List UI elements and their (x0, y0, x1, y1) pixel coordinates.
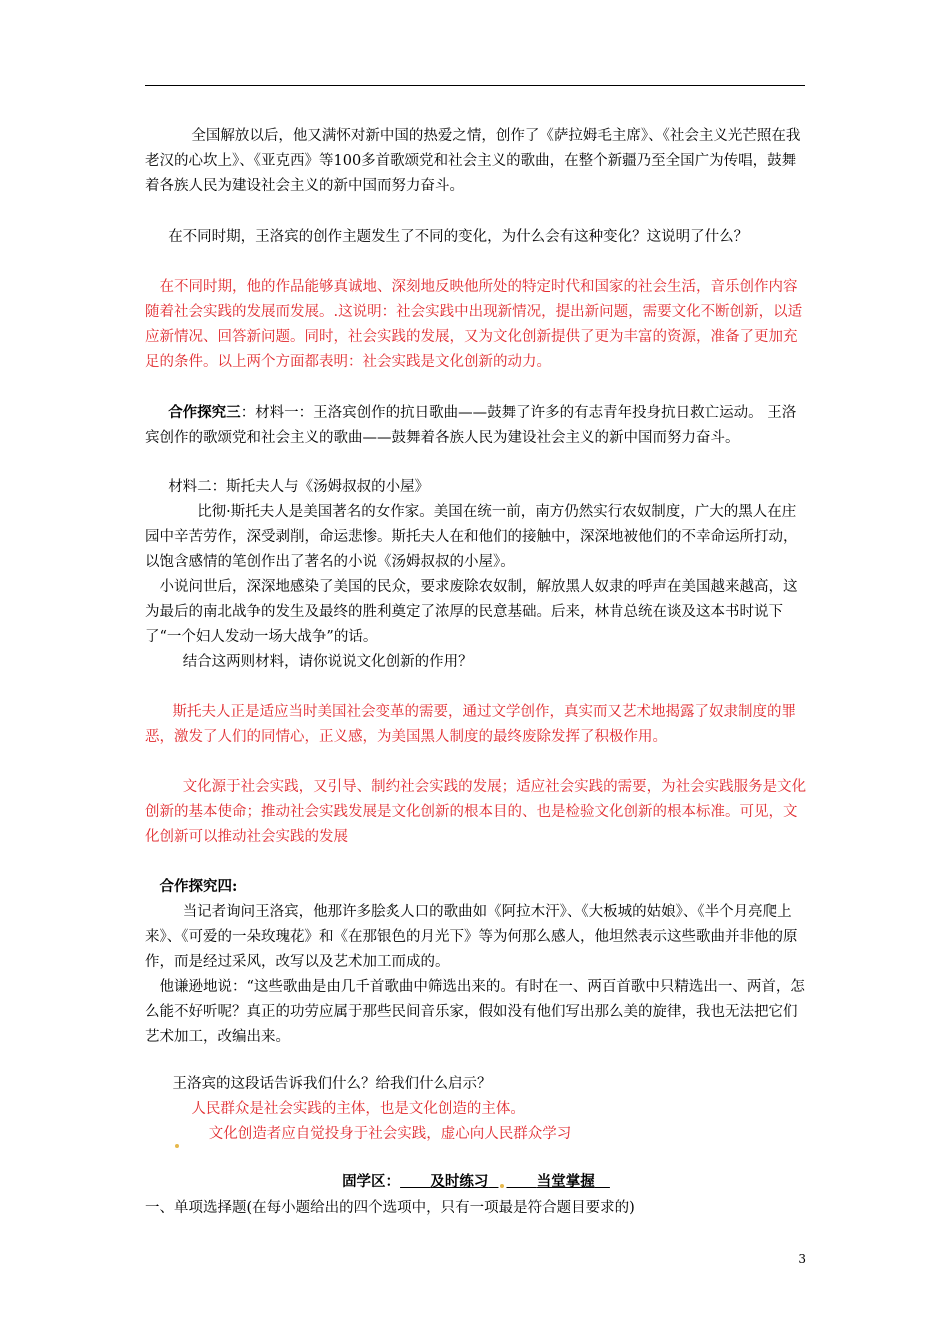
question-luobin-words: 王洛宾的这段话告诉我们什么？给我们什么启示？ (172, 1076, 492, 1092)
answer-masses-subject: 人民群众是社会实践的主体，也是文化创造的主体。 (191, 1101, 525, 1117)
answer-theme-change: 在不同时期，他的作品能够真诚地、深刻地反映他所处的特定时代和国家的社会生活，音乐创作内容随着社会实践的发展而发展。.这说明：社会实践中出现新情况，提出新问题，需要文化不断创新，以适应新情况、回答新问题。同时，社会实践的发展，又为文化创新提供了更为丰富的资源，准备了更加充足的条件。以上两个方面都表明：社会实践是文化创新的动力。 (145, 279, 803, 370)
part-1-heading: 一、单项选择题(在每小题给出的四个选项中，只有一项最是符合题目要求的) (145, 1200, 635, 1216)
section-title-practice (145, 1170, 807, 1191)
section-3-intro (145, 400, 807, 451)
section-title-underline-2: 当堂掌握 (536, 1173, 595, 1190)
section-title-prefix: 固学区： (342, 1173, 401, 1190)
section-4-label: 合作探究四: (159, 878, 238, 895)
material-2-title: 材料二：斯托夫人与《汤姆叔叔的小屋》 (168, 479, 430, 495)
material-2-paragraph-2: 小说问世后，深深地感染了美国的民众，要求废除农奴制，解放黑人奴隶的呼声在美国越来越高，这为最后的南北战争的发生及最终的胜利奠定了浓厚的民意基础。后来，林肯总统在谈及这本书时说下了“一个妇人发动一场大战争”的话。 (145, 579, 798, 645)
stray-dot-mark (175, 1144, 179, 1148)
question-theme-change: 在不同时期，王洛宾的创作主题发生了不同的变化，为什么会有这种变化？这说明了什么？ (168, 229, 749, 245)
answer-stowe: 斯托夫人正是适应当时美国社会变革的需要，通过文学创作，真实而又艺术地揭露了奴隶制度的罪恶，激发了人们的同情心，正义感，为美国黑人制度的最终废除发挥了积极作用。 (145, 704, 797, 745)
section-4-paragraph-1: 当记者询问王洛宾，他那许多脍炙人口的歌曲如《阿拉木汗》、《大板城的姑娘》、《半个月亮爬上来》、《可爱的一朵玫瑰花》和《在那银色的月光下》等为何那么感人，他坦然表示这些歌曲并非他的原作，而是经过采风，改写以及艺术加工而成的。 (145, 904, 798, 970)
answer-creators-practice: 文化创造者应自觉投身于社会实践，虚心向人民群众学习 (208, 1126, 572, 1142)
section-title-underline-1: 及时练习 (430, 1173, 489, 1190)
stray-dot-mark-2 (500, 1184, 504, 1188)
section-3-label: 合作探究三 (168, 404, 241, 421)
paragraph-liberation-songs: 全国解放以后，他又满怀对新中国的热爱之情，创作了《萨拉姆毛主席》、《社会主义光芒照在我老汉的心坎上》、《亚克西》等100多首歌颂党和社会主义的歌曲，在整个新疆乃至全国广为传唱，鼓舞着各族人民为建设社会主义的新中国而努力奋斗。 (145, 128, 801, 194)
section-4-paragraph-2: 他谦逊地说：“这些歌曲是由几千首歌曲中筛选出来的。有时在一、两百首歌中只精选出一、两首，怎么能不好听呢？真正的功劳应属于那些民间音乐家，假如没有他们写出那么美的旋律，我也无法把它们艺术加工，改编出来。 (145, 979, 805, 1045)
answer-culture-practice: 文化源于社会实践，又引导、制约社会实践的发展；适应社会实践的需要，为社会实践服务是文化创新的基本使命；推动社会实践发展是文化创新的根本目的、也是检验文化创新的根本标准。可见，文化创新可以推动社会实践的发展 (145, 779, 807, 845)
header-rule (145, 85, 805, 86)
material-2-paragraph-1: 比彻·斯托夫人是美国著名的女作家。美国在统一前，南方仍然实行农奴制度，广大的黑人在庄园中辛苦劳作，深受剥削，命运悲惨。斯托夫人在和他们的接触中，深深地被他们的不幸命运所打动，以饱含感情的笔创作出了著名的小说《汤姆叔叔的小屋》。 (145, 504, 798, 570)
page-number: 3 (798, 1252, 806, 1266)
section-3-material-1: ：材料一：王洛宾创作的抗日歌曲——鼓舞了许多的有志青年投身抗日救亡运动。 王洛宾创作的歌颂党和社会主义的歌曲——鼓舞着各族人民为建设社会主义的新中国而努力奋斗。 (145, 405, 797, 446)
question-culture-role: 结合这两则材料，请你说说文化创新的作用？ (182, 654, 473, 670)
